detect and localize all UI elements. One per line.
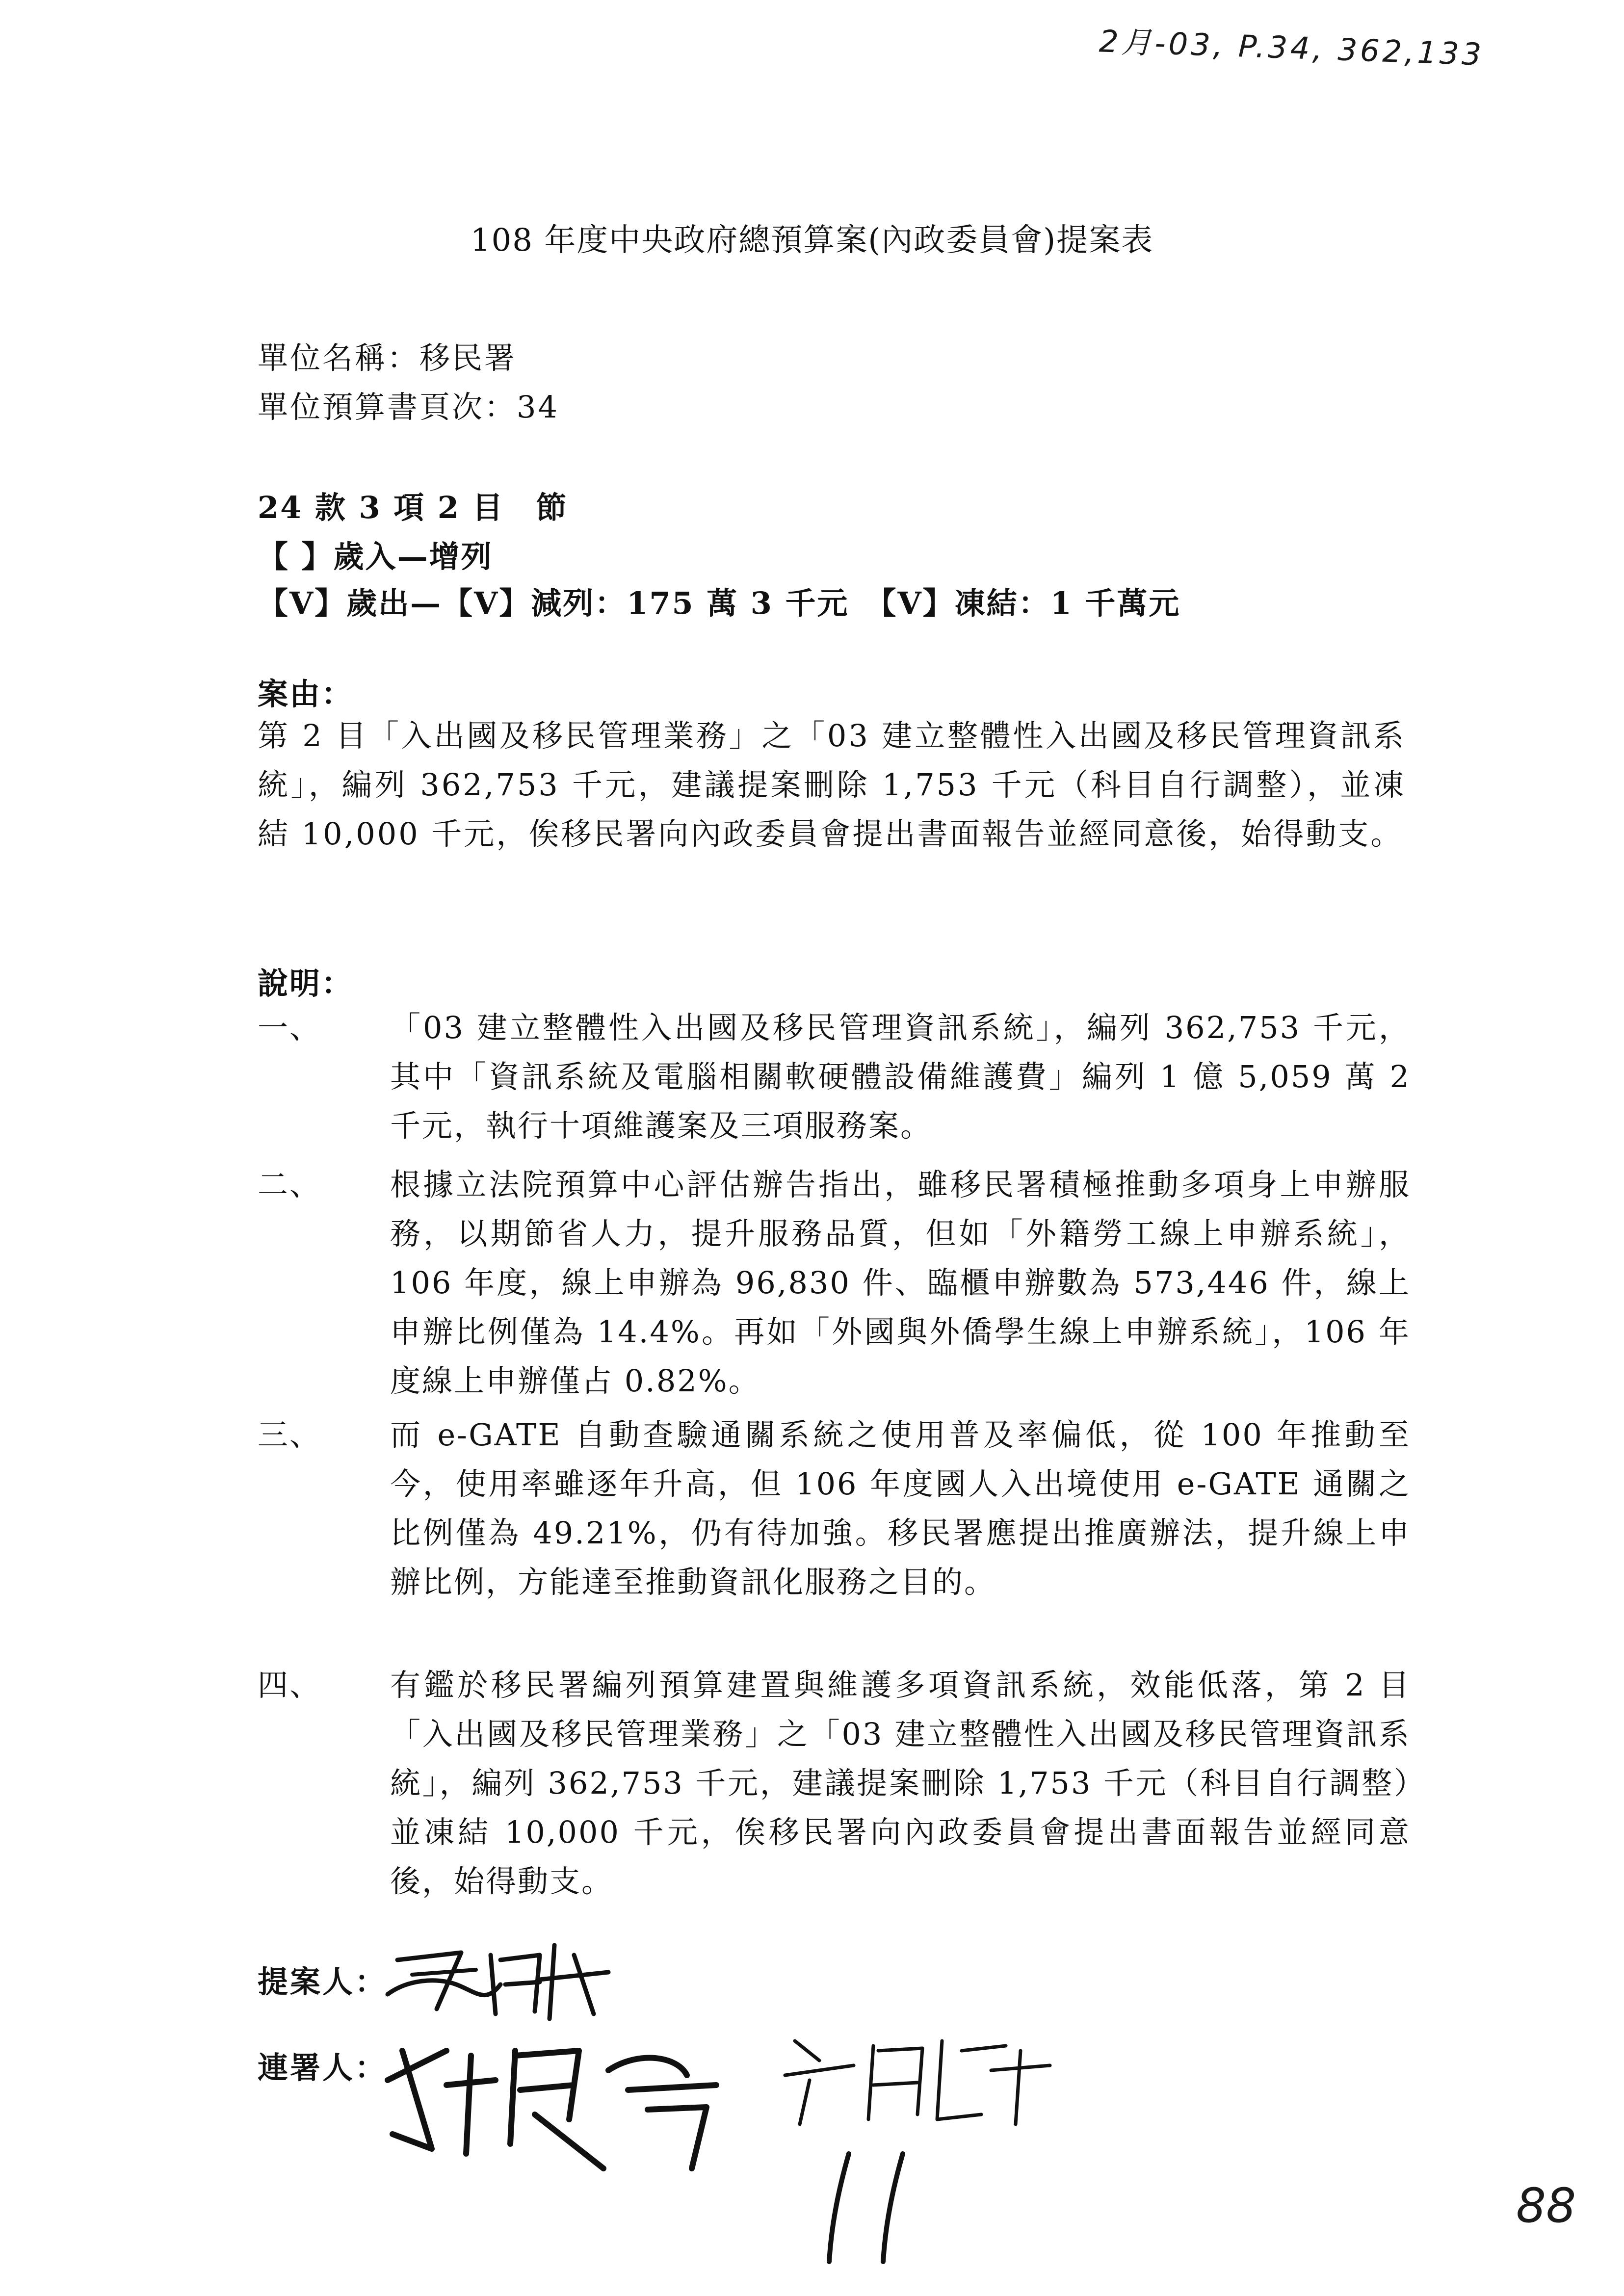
explanation-heading: 說明：	[258, 965, 354, 1001]
item-number: 三、	[258, 1417, 322, 1453]
proposer-signature	[378, 1926, 633, 2029]
cosigner-label: 連署人：	[258, 2050, 388, 2086]
item-number: 一、	[258, 1010, 322, 1045]
cosigner-signature-2	[775, 2021, 1070, 2134]
handwritten-header-note: 2月-03, P.34, 362,133	[1098, 23, 1485, 73]
cosigner-signature-1	[373, 2021, 746, 2178]
document-title: 108 年度中央政府總預算案(內政委員會)提案表	[470, 222, 1154, 259]
cosigner-signature-3	[805, 2144, 932, 2271]
reason-text: 第 2 目「入出國及移民管理業務」之「03 建立整體性入出國及移民管理資訊系統」，編列 362,753 千元，建議提案刪除 1,753 千元（科目自行調整），並凍結 10,000 千元，俟移民署向內政委員會提出書面報告並經同意後，始得動支。	[258, 718, 1406, 852]
item-text: 有鑑於移民署編列預算建置與維護多項資訊系統，效能低落，第 2 目「入出國及移民管理業務」之「03 建立整體性入出國及移民管理資訊系統」，編列 362,753 千元，建議提案刪除 1,753 千元（科目自行調整）並凍結 10,000 千元，俟移民署向內政委員會提出書面報告並經同意後，始得動支。	[390, 1667, 1411, 1899]
expense-line: 【V】歲出—【V】減列：175 萬 3 千元 【V】凍結：1 千萬元	[258, 585, 1181, 621]
unit-name: 單位名稱：移民署	[258, 340, 517, 376]
proposer-label: 提案人：	[258, 1964, 388, 2000]
budget-page: 單位預算書頁次：34	[258, 389, 559, 425]
handwritten-page-number: 88	[1516, 2178, 1576, 2233]
budget-code: 24 款 3 項 2 目 節	[258, 490, 568, 525]
item-text: 「03 建立整體性入出國及移民管理資訊系統」，編列 362,753 千元，其中「資訊系統及電腦相關軟硬體設備維護費」編列 1 億 5,059 萬 2 千元，執行十項維護案及三項服務案。	[390, 1010, 1411, 1144]
item-text: 而 e-GATE 自動查驗通關系統之使用普及率偏低，從 100 年推動至今，使用率雖逐年升高，但 106 年度國人入出境使用 e-GATE 通關之比例僅為 49.21%，仍有待加強。移民署應提出推廣辦法，提升線上申辦比例，方能達至推動資訊化服務之目的。	[390, 1417, 1411, 1600]
revenue-line: 【 】歲入—增列	[258, 539, 493, 574]
item-number: 二、	[258, 1167, 322, 1202]
reason-heading: 案由：	[258, 676, 354, 712]
item-text: 根據立法院預算中心評估辦告指出，雖移民署積極推動多項身上申辦服務，以期節省人力，提升服務品質，但如「外籍勞工線上申辦系統」，106 年度，線上申辦為 96,830 件、臨櫃申辦數為 573,446 件，線上申辦比例僅為 14.4%。再如「外國與外僑學生線上申辦系統」，106 年度線上申辦僅占 0.82%。	[390, 1167, 1411, 1399]
item-number: 四、	[258, 1667, 322, 1703]
